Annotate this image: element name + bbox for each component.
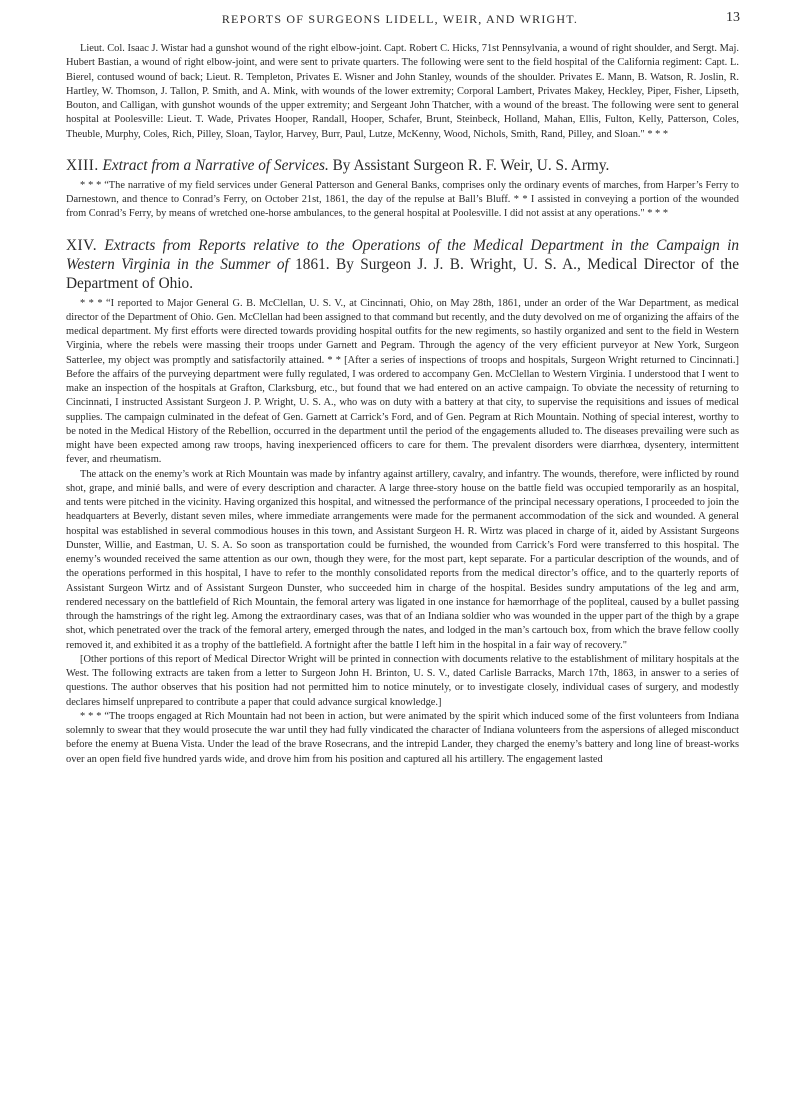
paragraph-editorial-note: [Other portions of this report of Medical Director Wright will be printed in connection with documents relative to the establishment of military hospitals at the West. The following extracts are taken from a letter to Surgeon John H. Brinton, U. S. V., dated Carlisle Barracks, March 17th, 1863, in answer to a series of questions. The author observes that his position had not permitted him to notice minutely, or to investigate closely, individual cases of surgery, and modestly declares himself unprepared to contribute a paper that could advance surgical knowledge.] (66, 653, 739, 708)
section-year: 1861. (295, 255, 330, 273)
paragraph-casualty-list: Lieut. Col. Isaac J. Wistar had a gunshot wound of the right elbow-joint. Capt. Robert C. Hicks, 71st Pennsylvania, a wound of right shoulder, and Sergt. Maj. Hubert Bastian, a wound of right elbow-joint, and were sent to private quarters. The following were sent to the field hospital of the California regiment: Capt. L. Bierel, contused wound of back; Lieut. R. Templeton, Privates E. Wisner and John Stanley, wounds of the shoulder. Privates E. Mann, B. Watson, R. Joslin, R. Hartley, W. Thomson, J. Tallon, P. Smith, and A. Mink, with wounds of the lower extremity; Corporal Lambert, Privates Makey, Heckley, Piper, Fisher, Lipseth, Bouton, and Calligan, with gunshot wounds of the upper extremity; and Sergeant John Thatcher, with a wound of the breast. The following were sent to general hospital at Poolesville: Lieut. T. Wade, Privates Hooper, Randall, Hooper, Schafer, Brunt, Steinbeck, Holland, Mahan, Ellis, Fulton, Kelly, Patterson, Coles, Theuble, Murphy, Coles, Rich, Pilley, Sloan, Taylor, Harvey, Burr, Paul, Lutze, McKenny, Wood, Nichols, Smith, Rand, Pilley, and Sloan." * * * (66, 43, 739, 140)
section-heading-xiv (66, 236, 739, 293)
paragraph-rich-mountain-attack: The attack on the enemy’s work at Rich Mountain was made by infantry against artillery, cavalry, and infantry. The wounds, therefore, were inflicted by round shot, grape, and minié balls, and were of every description and character. A large three-story house on the battle field was occupied temporarily as an hospital, and tents were pitched in the vicinity. Having organized this hospital, and witnessed the performance of the principal necessary operations, I proceeded to join the headquarters at Beverly, distant seven miles, where immediate arrangements were made for the permanent accommodation of the sick and wounded. A general hospital was established in several commodious houses in this town, and Assistant Surgeon H. R. Wirtz was placed in charge of it, aided by Assistant Surgeons Dunster, Willie, and Eastman, U. S. A. So soon as transportation could be furnished, the wounded from Carrick’s Ford were transferred to this hospital. The enemy’s wounded received the same attention as our own, though they were, for the most part, kept separate. For a particular description of the wounds, and of the operations performed in this hospital, I have to refer to the monthly consolidated reports from the medical director’s office, and to the quarterly reports of Assistant Surgeon Wirtz and of Assistant Surgeon Dunster, who succeeded him in charge of the hospital. Besides sundry amputations of the leg and arm, rendered necessary on the battlefield of Rich Mountain, the femoral artery was ligated in one instance for hæmorrhage of the popliteal, caused by a bullet passing through the hamstrings of the right leg. Among the extraordinary cases, was that of an Indiana soldier who was wounded in the upper part of the thigh by a grape shot, which penetrated over the track of the femoral artery, emerged through the nates, and lodged in the man’s cartouch box, from which the brave fellow coolly removed it, and exhibited it as a trophy of the battlefield. A fortnight after the battle I left him in the hospital in a fair way of recovery." (66, 468, 739, 651)
running-head-title: REPORTS OF SURGEONS LIDELL, WEIR, AND WRIGHT. (221, 12, 579, 26)
section-number: XIV. (66, 236, 98, 254)
section-title: Extracts from Reports relative to the Operations of the Medical Department in the Campaign in Western Virginia in the Summer of (66, 236, 740, 273)
paragraph-weir-narrative: * * * “The narrative of my field services under General Patterson and General Banks, comprises only the ordinary events of marches, from Harper’s Ferry to Darnestown, and thence to Conrad’s Ferry, on October 21st, 1861, the day of the repulse at Ball’s Bluff. * * I assisted in conveying a portion of the wounded from Conrad’s Ferry, by means of wretched one-horse ambulances, to the general hospital at Poolesville. I did not assist at any operations." * * * (66, 179, 739, 220)
section-byline: By Surgeon J. J. B. Wright, U. S. A., Medical Director of the Department of Ohio. (66, 255, 739, 292)
running-head (60, 12, 740, 32)
section-title: Extract from a Narrative of Services. (102, 156, 329, 174)
document-body (66, 42, 739, 767)
paragraph-troops-engaged: * * * “The troops engaged at Rich Mountain had not been in action, but were animated by the spirit which induced some of the first volunteers from Indiana solemnly to swear that they would prosecute the war until they had fully vindicated the character of Indiana volunteers from the aspersions of alleged misconduct before the enemy at Buena Vista. Under the lead of the brave Rosecrans, and the intrepid Lander, they charged the enemy’s battery and long line of breast-works over an open field five hundred yards wide, and drove him from his position and captured all his artillery. The engagement lasted (66, 710, 739, 765)
page-number: 13 (726, 10, 740, 25)
section-byline: By Assistant Surgeon R. F. Weir, U. S. Army. (332, 156, 610, 174)
section-heading-xiii (66, 156, 739, 175)
section-number: XIII. (66, 156, 99, 174)
paragraph-wright-report: * * * “I reported to Major General G. B. McClellan, U. S. V., at Cincinnati, Ohio, on May 28th, 1861, under an order of the War Department, as medical director of the Department of Ohio. Gen. McClellan had been assigned to that command but recently, and the duty devolved on me of organizing the affairs of the medical department. My first efforts were directed towards providing hospital outfits for the new regiments, so hastily organized and sent to the field in Western Virginia, where the rebels were massing their troops under Garnett and Pegram. Through the agency of the very efficient purveyor at New York, Surgeon Satterlee, my object was promptly and satisfactorily attained. * * [After a series of inspections of troops and hospitals, Surgeon Wright returned to Cincinnati.] Before the affairs of the purveying department were fully regulated, I was ordered to accompany Gen. McClellan to Western Virginia. I understood that I went to make an inspection of the hospitals at Grafton, Clarksburg, etc., but found that we had entered on an active campaign. To obviate the necessity of returning to Cincinnati, I instructed Assistant Surgeon J. P. Wright, U. S. A., who was on duty with a battery at that city, to supervise the requisitions and issues of medical supplies. The campaign culminated in the defeat of Gen. Garnett at Carrick’s Ford, and of Gen. Pegram at Rich Mountain. Nothing of special interest, worthy to be noted in the Medical History of the Rebellion, occurred in the department until the period of the engagements alluded to. The diseases prevailing were such as might have been expected among raw troops, having inexperienced officers to care for them. The prevalent disorders were diarrhœa, dysentery, intermittent fever, and rheumatism. (66, 297, 739, 466)
